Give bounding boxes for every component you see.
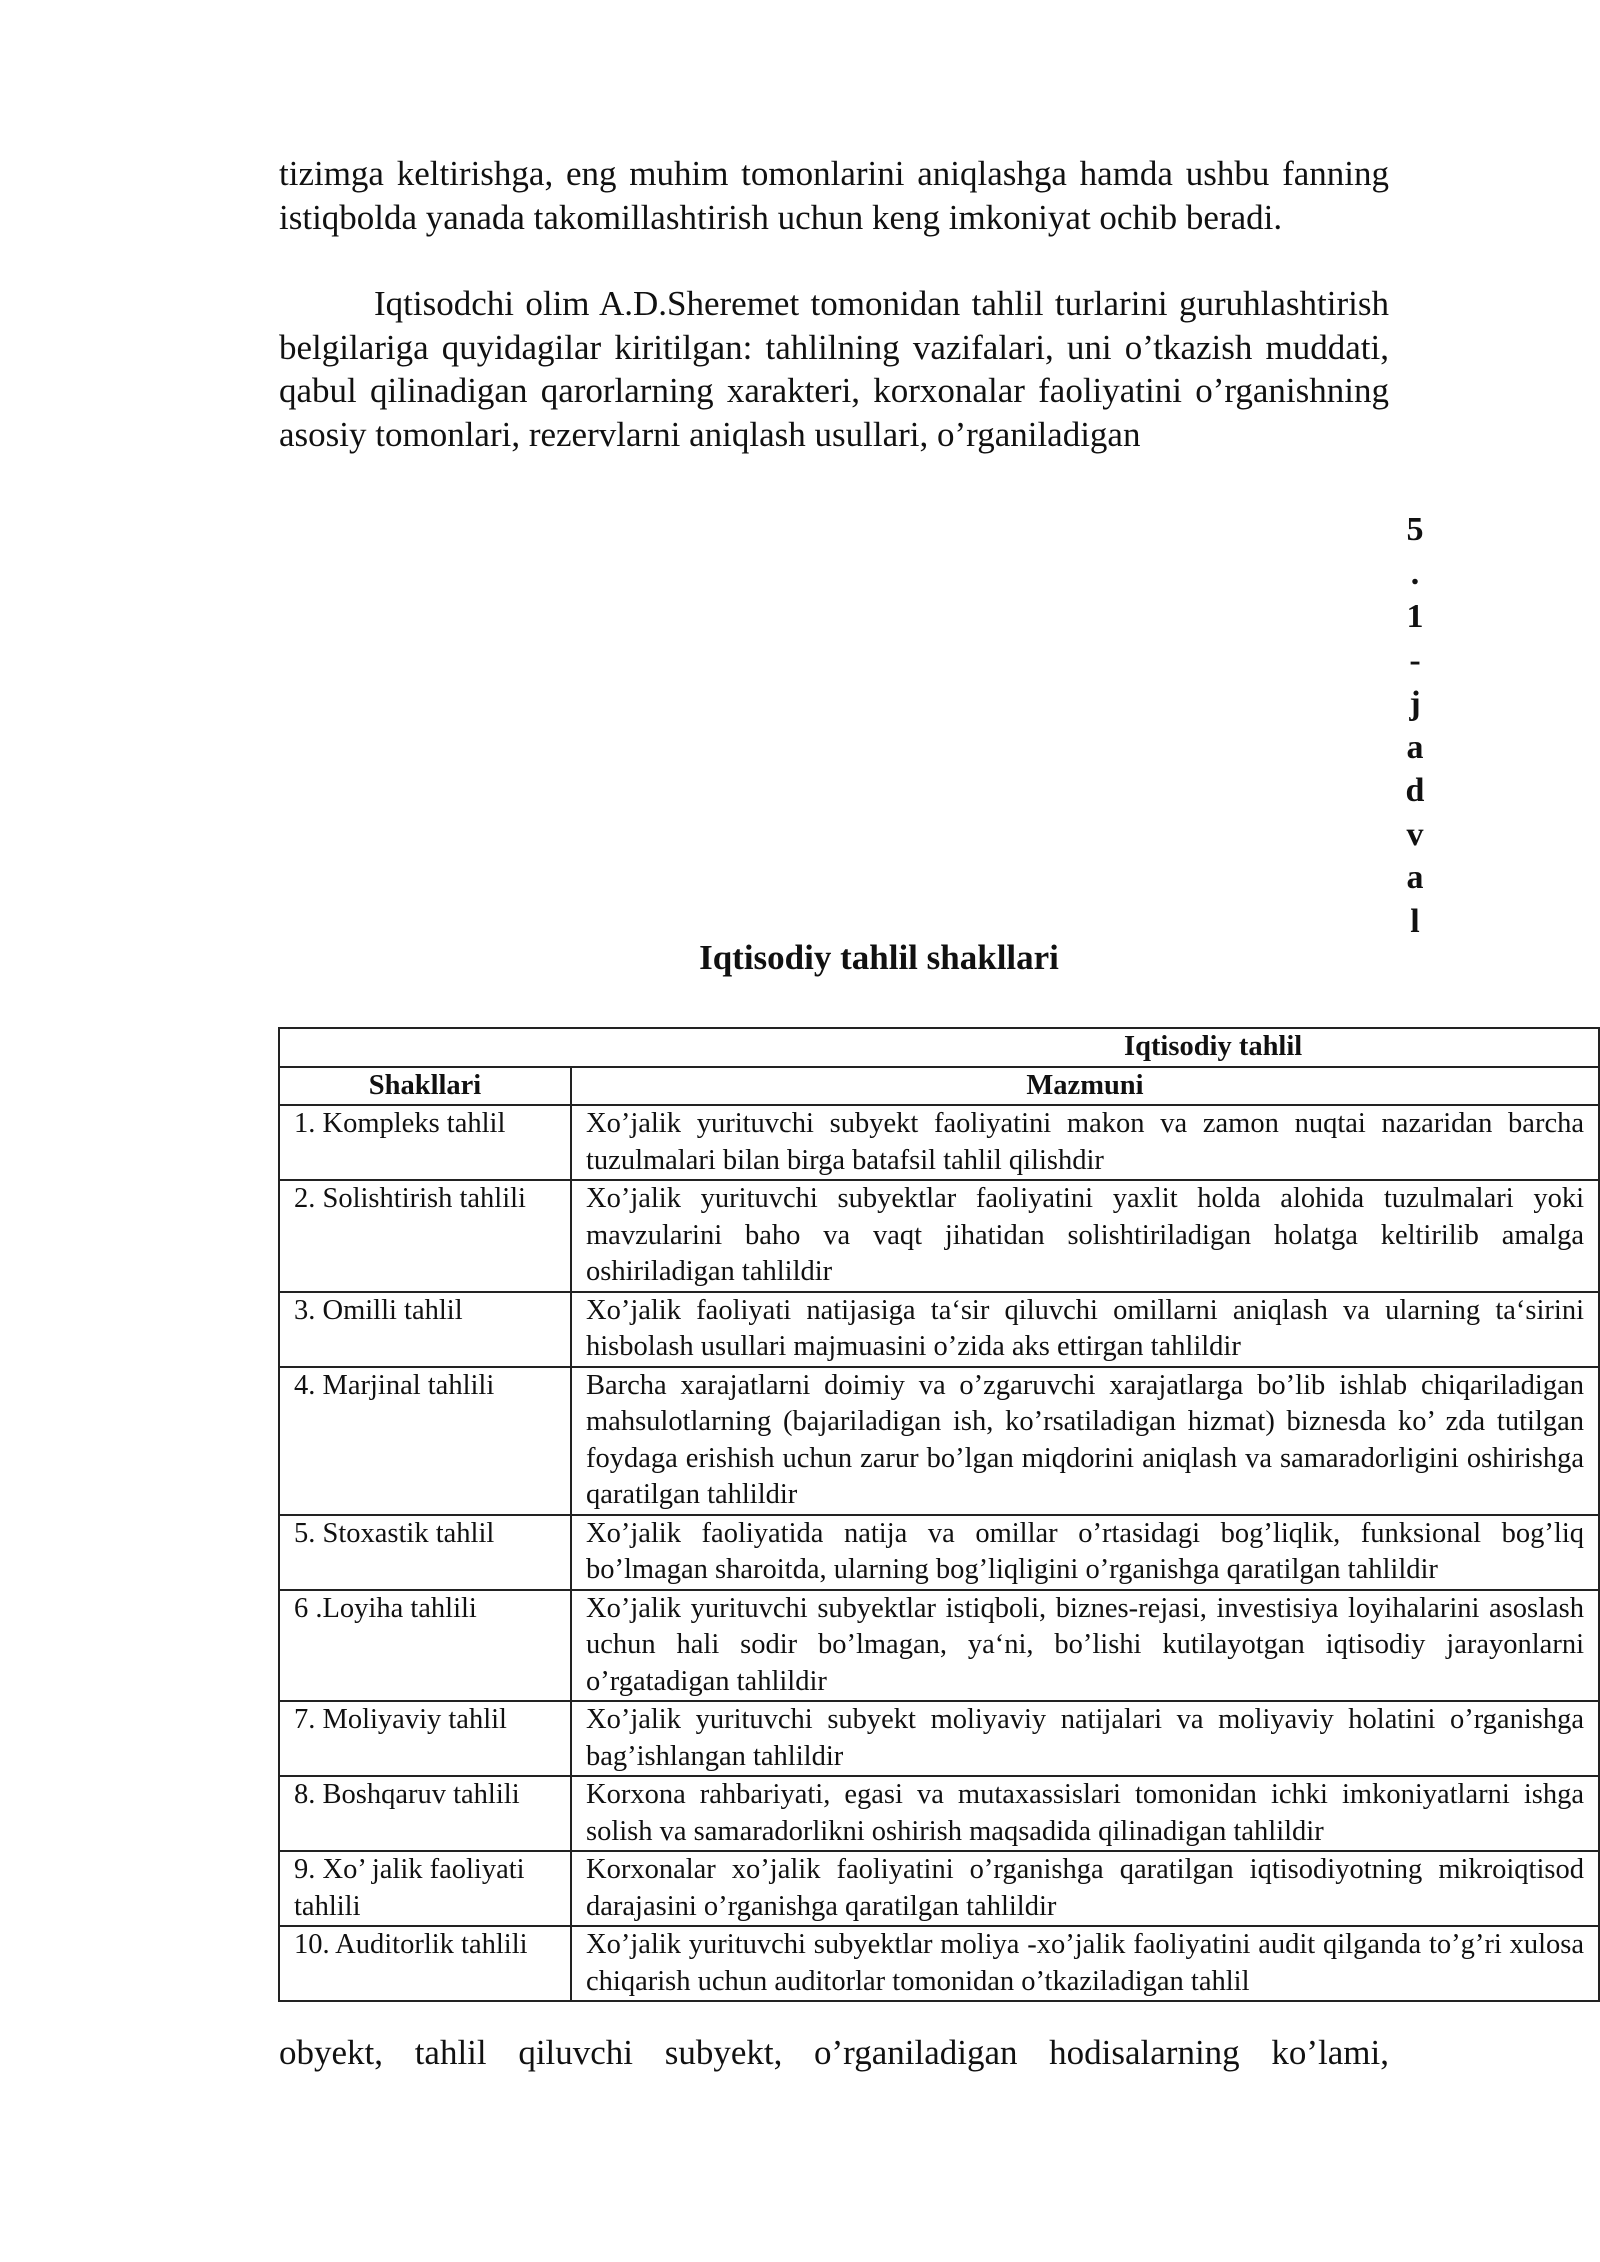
form-cell: 6 .Loyiha tahlili xyxy=(279,1590,571,1702)
form-cell: 9. Xo’ jalik faoliyati tahlili xyxy=(279,1851,571,1926)
table-row xyxy=(279,1590,1599,1702)
table-number-char: a xyxy=(1406,859,1424,896)
table-number-char: a xyxy=(1406,728,1424,766)
content-cell: Korxona rahbariyati, egasi va mutaxassislari tomonidan ichki imkoniyatlarni ishga solish va samaradorlikni oshirish maqsadida qilinadigan tahlildir xyxy=(571,1776,1599,1851)
form-cell: 3. Omilli tahlil xyxy=(279,1292,571,1367)
paragraph-intro: tizimga keltirishga, eng muhim tomonlarini aniqlashga hamda ushbu fanning istiqbolda yanada takomillashtirish uchun keng imkoniyat ochib beradi. xyxy=(279,154,1389,237)
table-row xyxy=(279,1701,1599,1776)
empty-header-cell xyxy=(279,1028,571,1067)
table-row xyxy=(279,1926,1599,2001)
analysis-forms-table xyxy=(278,1027,1600,2002)
table-row xyxy=(279,1105,1599,1180)
column-header-forms: Shakllari xyxy=(279,1067,571,1106)
column-header-content: Mazmuni xyxy=(571,1067,1599,1106)
content-cell: Korxonalar xo’jalik faoliyatini o’rganishga qaratilgan iqtisodiyotning mikroiqtisod darajasini o’rganishga qaratilgan tahlildir xyxy=(571,1851,1599,1926)
content-cell: Barcha xarajatlarni doimiy va o’zgaruvchi xarajatlarga bo’lib ishlab chiqariladigan mahsulotlarning (bajariladigan ish, ko’rsatiladigan hizmat) biznesda ko’ zda tutilgan foydaga erishish uchun zarur bo’lgan miqdorini aniqlash va samaradorligini oshirishga qaratilgan tahlildir xyxy=(571,1367,1599,1515)
table-column-header-row xyxy=(279,1067,1599,1106)
table-row xyxy=(279,1515,1599,1590)
table-number-char: d xyxy=(1405,772,1425,809)
group-header: Iqtisodiy tahlil xyxy=(571,1028,1599,1067)
paragraph-continuation: obyekt, tahlil qiluvchi subyekt, o’rganiladigan hodisalarning ko’lami, xyxy=(279,2033,1389,2072)
table-number-label xyxy=(1395,508,1435,943)
paragraph-sheremet: Iqtisodchi olim A.D.Sheremet tomonidan tahlil turlarini guruhlashtirish belgilariga quyidagilar kiritilgan: tahlilning vazifalari, uni o’tkazish muddati, qabul qilinadigan qarorlarning xarakteri, korxonalar faoliyatini o’rganishning asosiy tomonlari, rezervlarni aniqlash usullari, o’rganiladigan xyxy=(279,284,1389,454)
form-cell: 1. Kompleks tahlil xyxy=(279,1105,571,1180)
table-number-char: . xyxy=(1410,554,1420,592)
content-cell: Xo’jalik yurituvchi subyekt faoliyatini makon va zamon nuqtai nazaridan barcha tuzulmalari bilan birga batafsil tahlil qilishdir xyxy=(571,1105,1599,1180)
form-cell: 7. Moliyaviy tahlil xyxy=(279,1701,571,1776)
table-title: Iqtisodiy tahlil shakllari xyxy=(699,938,1059,977)
form-cell: 2. Solishtirish tahlili xyxy=(279,1180,571,1292)
table-row xyxy=(279,1367,1599,1515)
form-cell: 4. Marjinal tahlili xyxy=(279,1367,571,1515)
content-cell: Xo’jalik faoliyatida natija va omillar o’rtasidagi bog’liqlik, funksional bog’liq bo’lmagan sharoitda, ularning bog’liqligini o’rganishga qaratilgan tahlildir xyxy=(571,1515,1599,1590)
table-number-char: l xyxy=(1410,902,1420,940)
table-number-char: 5 xyxy=(1406,511,1424,548)
table-number-char: - xyxy=(1409,641,1421,679)
form-cell: 10. Auditorlik tahlili xyxy=(279,1926,571,2001)
table-number-char: j xyxy=(1409,685,1421,722)
table-group-header-row xyxy=(279,1028,1599,1067)
table-number-char: 1 xyxy=(1406,598,1424,635)
table-number-char: v xyxy=(1406,815,1424,853)
form-cell: 5. Stoxastik tahlil xyxy=(279,1515,571,1590)
content-cell: Xo’jalik yurituvchi subyektlar moliya -xo’jalik faoliyatini audit qilganda to’g’ri xulosa chiqarish uchun auditorlar tomonidan o’tkaziladigan tahlil xyxy=(571,1926,1599,2001)
content-cell: Xo’jalik yurituvchi subyektlar faoliyatini yaxlit holda alohida tuzulmalari yoki mavzularini baho va vaqt jihatidan solishtiriladigan holatga keltirilib amalga oshiriladigan tahlildir xyxy=(571,1180,1599,1292)
content-cell: Xo’jalik yurituvchi subyektlar istiqboli, biznes-rejasi, investisiya loyihalarini asoslash uchun hali sodir bo’lmagan, ya‘ni, bo’lishi kutilayotgan iqtisodiy jarayonlarni o’rgatadigan tahlildir xyxy=(571,1590,1599,1702)
table-row xyxy=(279,1851,1599,1926)
content-cell: Xo’jalik yurituvchi subyekt moliyaviy natijalari va moliyaviy holatini o’rganishga bag’ishlangan tahlildir xyxy=(571,1701,1599,1776)
table-row xyxy=(279,1292,1599,1367)
table-row xyxy=(279,1180,1599,1292)
table-row xyxy=(279,1776,1599,1851)
form-cell: 8. Boshqaruv tahlili xyxy=(279,1776,571,1851)
content-cell: Xo’jalik faoliyati natijasiga ta‘sir qiluvchi omillarni aniqlash va ularning ta‘sirini hisbolash usullari majmuasini o’zida aks ettirgan tahlildir xyxy=(571,1292,1599,1367)
